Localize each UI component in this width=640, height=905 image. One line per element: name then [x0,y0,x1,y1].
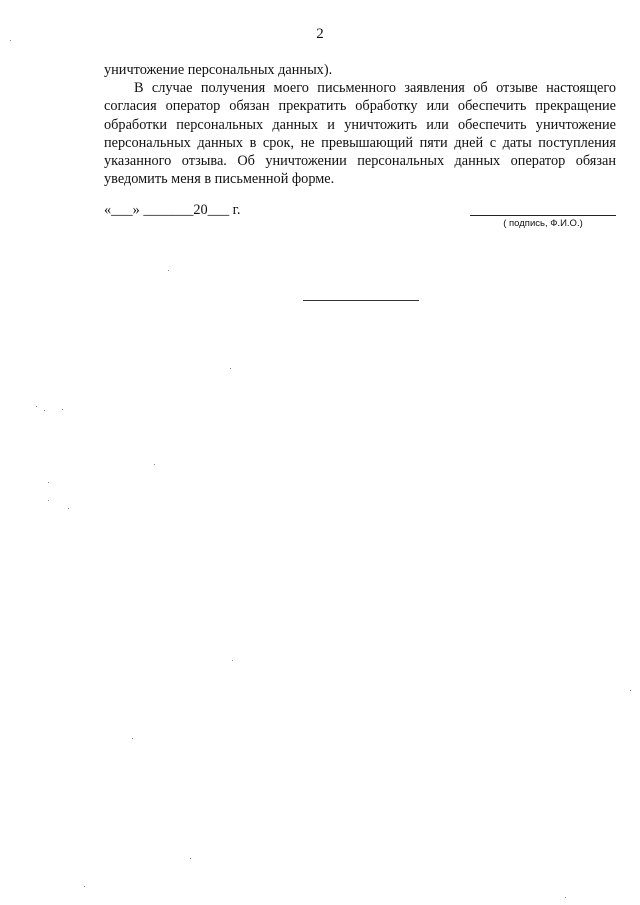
scan-speck [62,409,63,410]
scan-speck [565,897,566,898]
scan-speck [168,270,169,271]
scan-speck [232,660,233,661]
document-body [104,61,616,188]
scan-speck [630,690,631,691]
scan-speck [132,738,133,739]
scan-speck [48,482,49,483]
scan-speck [10,40,11,41]
end-of-document-rule [303,300,419,301]
page-number: 2 [316,26,324,42]
body-paragraph: В случае получения моего письменного заявления об отзыве настоящего согласия оператор обязан прекратить обработку или обеспечить прекращение обработки персональных данных и уничтожить или обеспечить уничтожение персональных данных в срок, не превышающий пяти дней с даты поступления указанного отзыва. Об уничтожении персональных данных оператор обязан уведомить меня в письменной форме. [104,80,616,188]
date-blank: «___» _______20___ г. [104,202,241,218]
scan-speck [48,500,49,501]
scan-speck [68,508,69,509]
signature-line [470,215,616,216]
scan-speck [190,858,191,859]
signature-caption: ( подпись, Ф.И.О.) [503,218,583,229]
scan-speck [44,410,45,411]
scan-speck [154,464,155,465]
body-line-continued: уничтожение персональных данных). [104,62,333,78]
scan-speck [84,886,85,887]
scan-speck [230,368,231,369]
scan-speck [36,406,37,407]
